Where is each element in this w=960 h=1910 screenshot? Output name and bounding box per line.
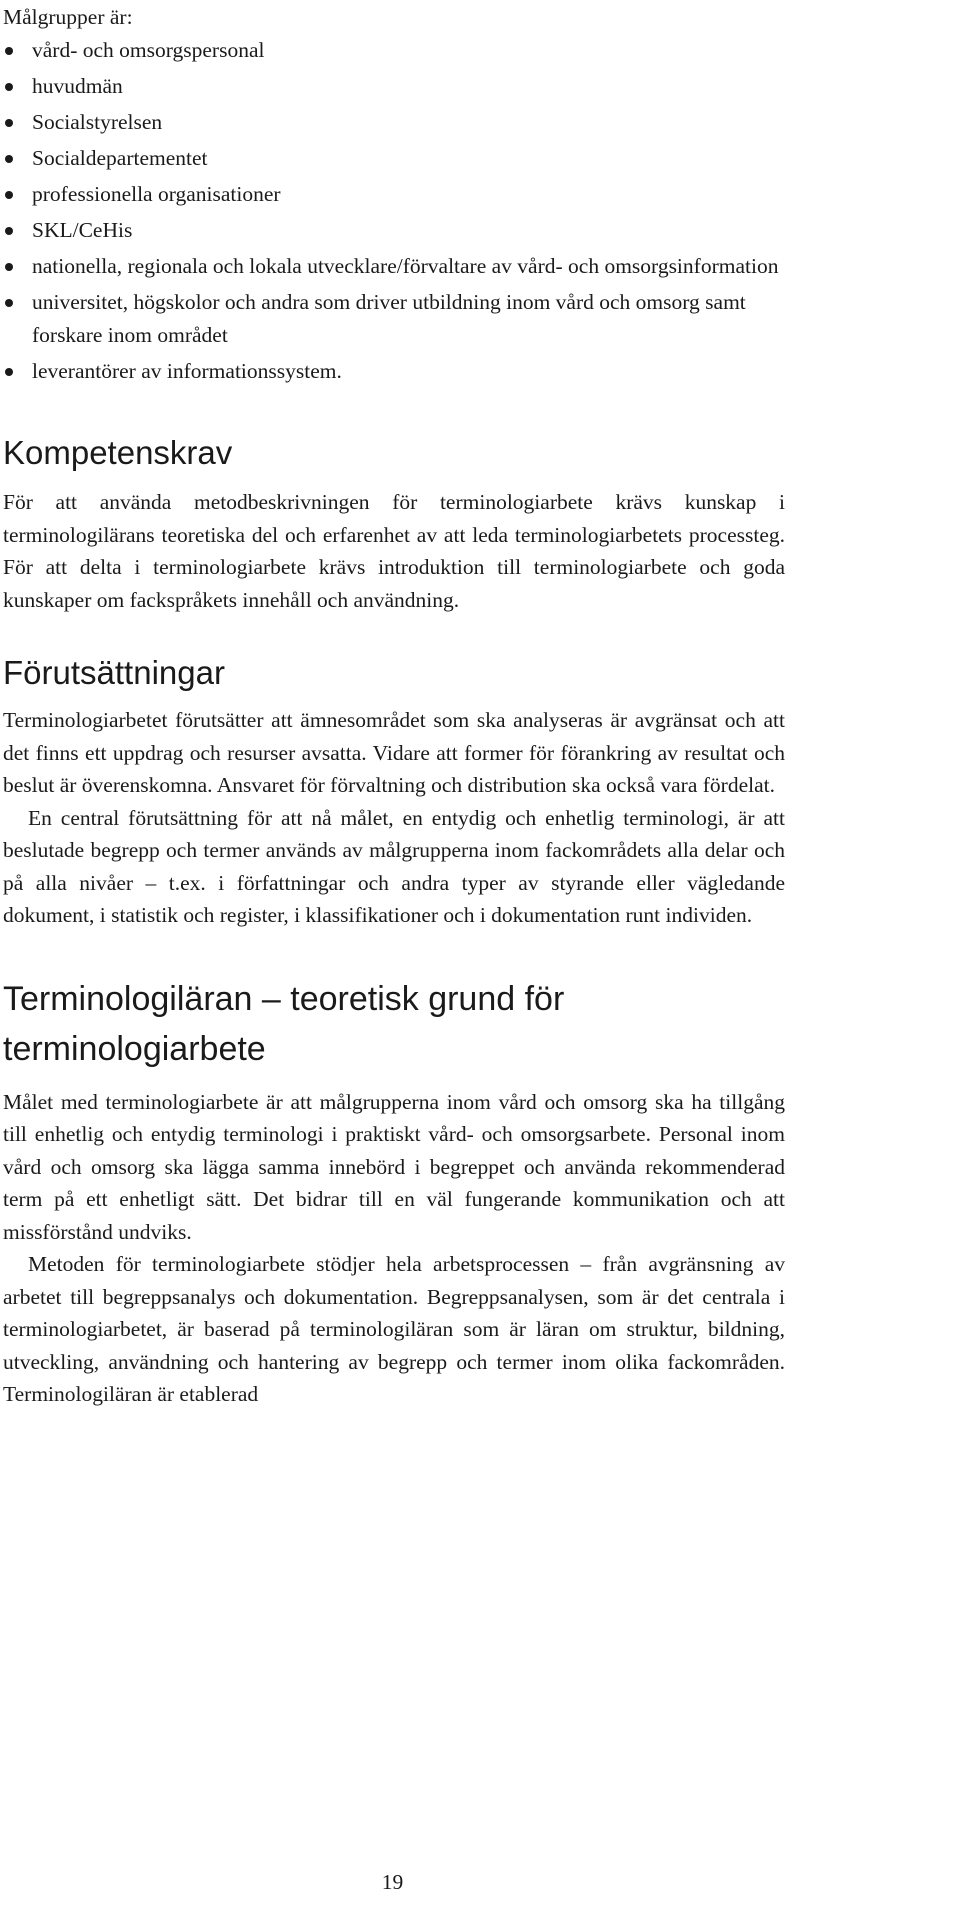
list-item-text: Socialstyrelsen	[32, 110, 163, 134]
paragraph-kompetenskrav: För att använda metodbeskrivningen för terminologiarbete krävs kunskap i terminologilärans teoretiska del och erfarenhet av att leda terminologiarbetets processteg. För att delta i terminologiarbete krävs introduktion till terminologiarbete och goda kunskaper om fackspråkets innehåll och användning.	[3, 490, 785, 612]
list-item-text: leverantörer av informationssystem.	[32, 359, 342, 383]
bullet-icon	[5, 191, 13, 199]
bullet-icon	[5, 299, 13, 307]
bullet-icon	[5, 47, 13, 55]
target-groups-list	[3, 34, 785, 388]
page-number: 19	[381, 1870, 404, 1894]
list-item	[3, 286, 785, 352]
section-heading-forutsattningar: Förutsättningar	[3, 654, 225, 691]
list-item-text: universitet, högskolor och andra som driver utbildning inom vård och omsorg samt forskare inom området	[32, 290, 746, 347]
list-item	[3, 355, 785, 388]
paragraph-terminologilaran-2: Metoden för terminologiarbete stödjer hela arbetsprocessen – från avgränsning av arbetet till begreppsanalys och dokumentation. Begreppsanalysen, som är det centrala i terminologiarbetet, är baserad på terminologiläran som är läran om struktur, bildning, utveckling, användning och hantering av begrepp och termer inom olika fackområden. Terminologiläran är etablerad	[3, 1252, 785, 1406]
bullet-icon	[5, 83, 13, 91]
section-heading-terminologilaran: Terminologiläran – teoretisk grund för terminologiarbete	[3, 979, 565, 1068]
bullet-icon	[5, 119, 13, 127]
target-groups-lead: Målgrupper är:	[3, 5, 133, 29]
list-item	[3, 142, 785, 175]
list-item	[3, 34, 785, 67]
list-item-text: Socialdepartementet	[32, 146, 208, 170]
list-item-text: vård- och omsorgspersonal	[32, 38, 265, 62]
bullet-icon	[5, 227, 13, 235]
list-item	[3, 250, 785, 283]
list-item-text: SKL/CeHis	[32, 218, 133, 242]
paragraph-forutsattningar-2: En central förutsättning för att nå målet, en entydig och enhetlig terminologi, är att beslutade begrepp och termer används av målgrupperna inom fackområdets alla delar och på alla nivåer – t.ex. i författningar och andra typer av styrande eller vägledande dokument, i statistik och register, i klassifikationer och i dokumentation runt individen.	[3, 805, 785, 927]
paragraph-terminologilaran-1: Målet med terminologiarbete är att målgrupperna inom vård och omsorg ska ha tillgång till enhetlig och entydig terminologi i praktiskt vård- och omsorgsarbete. Personal inom vård och omsorg ska lägga samma innebörd i begreppet och använda rekommenderad term på ett enhetligt sätt. Det bidrar till en väl fungerande kommunikation och att missförstånd undviks.	[3, 1089, 785, 1244]
bullet-icon	[5, 155, 13, 163]
list-item-text: huvudmän	[32, 74, 123, 98]
list-item	[3, 70, 785, 103]
bullet-icon	[5, 368, 13, 376]
section-heading-kompetenskrav: Kompetenskrav	[3, 434, 233, 471]
list-item	[3, 178, 785, 211]
list-item-text: nationella, regionala och lokala utvecklare/förvaltare av vård- och omsorgsinformation	[32, 254, 779, 278]
paragraph-forutsattningar-1: Terminologiarbetet förutsätter att ämnesområdet som ska analyseras är avgränsat och att det finns ett uppdrag och resurser avsatta. Vidare att former för förankring av resultat och beslut är överenskomna. Ansvaret för förvaltning och distribution ska också vara fördelat.	[3, 708, 785, 797]
bullet-icon	[5, 263, 13, 271]
list-item	[3, 106, 785, 139]
list-item-text: professionella organisationer	[32, 182, 281, 206]
page-content	[3, 0, 785, 1411]
list-item	[3, 214, 785, 247]
